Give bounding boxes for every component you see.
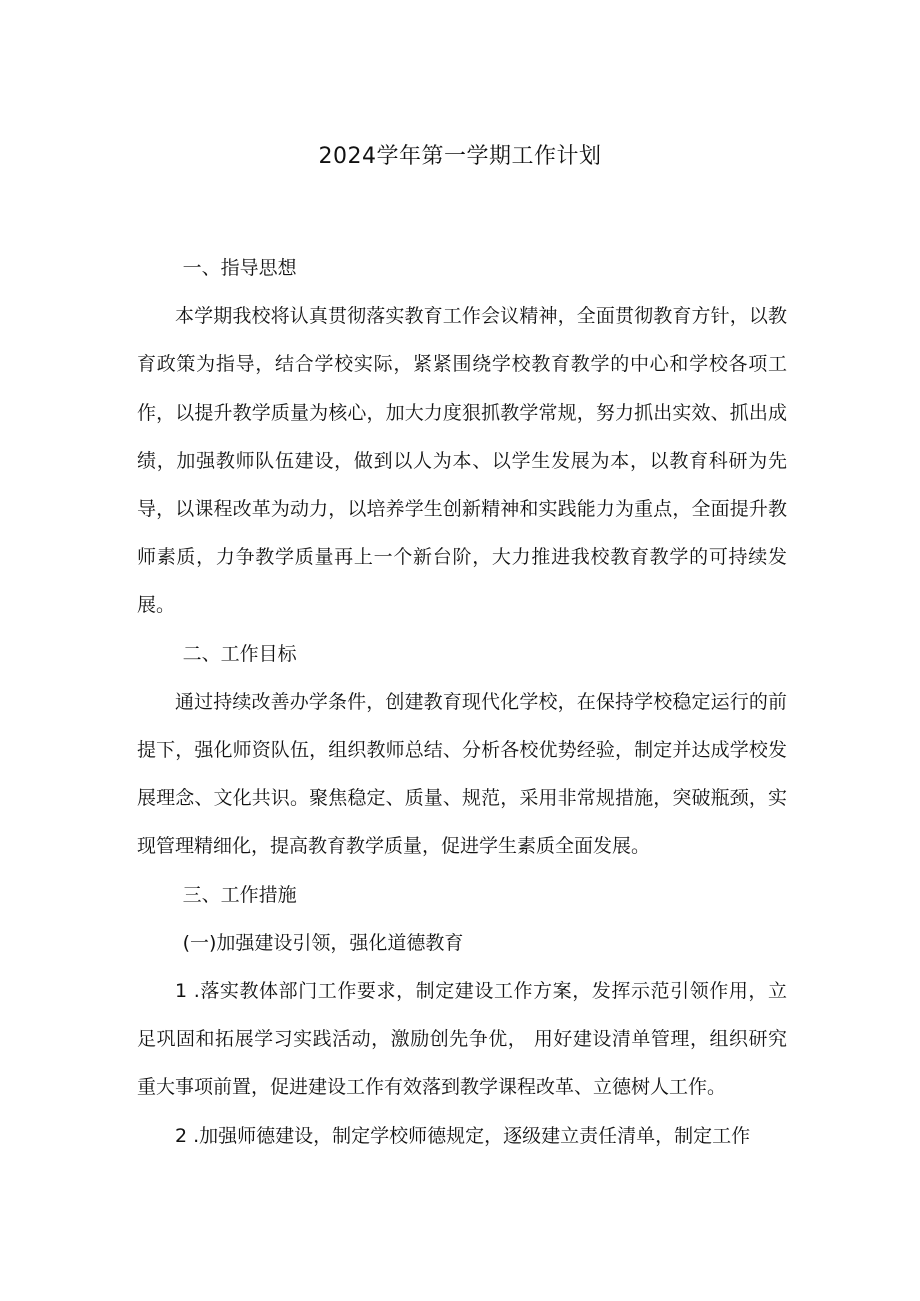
- document-title: 2024学年第一学期工作计划: [318, 144, 602, 169]
- paragraph-work-goals: 通过持续改善办学条件，创建教育现代化学校，在保持学校稳定运行的前提下，强化师资队伍，组织教师总结、分析各校优势经验，制定并达成学校发展理念、文化共识。聚焦稳定、质量、规范，采用非常规措施，突破瓶颈，实现管理精细化，提高教育教学质量，促进学生素质全面发展。: [137, 690, 787, 858]
- section-heading-work-measures: 三、工作措施: [182, 883, 297, 906]
- section-heading-work-goals: 二、工作目标: [182, 642, 297, 665]
- paragraph-guiding-thought: 本学期我校将认真贯彻落实教育工作会议精神，全面贯彻教育方针，以教育政策为指导，结合学校实际，紧紧围绕学校教育教学的中心和学校各项工作，以提升教学质量为核心，加大力度狠抓教学常规，努力抓出实效、抓出成绩，加强教师队伍建设，做到以人为本、以学生发展为本，以教育科研为先导，以课程改革为动力，以培养学生创新精神和实践能力为重点，全面提升教师素质，力争教学质量再上一个新台阶，大力推进我校教育教学的可持续发展。: [137, 305, 787, 617]
- paragraph-measure-2: 2 .加强师德建设，制定学校师德规定，逐级建立责任清单，制定工作: [175, 1124, 751, 1147]
- paragraph-measure-1: 1 .落实教体部门工作要求，制定建设工作方案，发挥示范引领作用，立足巩固和拓展学习实践活动，激励创先争优， 用好建设清单管理，组织研究重大事项前置，促进建设工作有效落到教学课程改革、立德树人工作。: [137, 980, 787, 1099]
- subsection-heading-1: (一)加强建设引领，强化道德教育: [182, 931, 464, 954]
- section-heading-guiding-thought: 一、指导思想: [182, 257, 297, 279]
- document-body: [137, 244, 787, 1160]
